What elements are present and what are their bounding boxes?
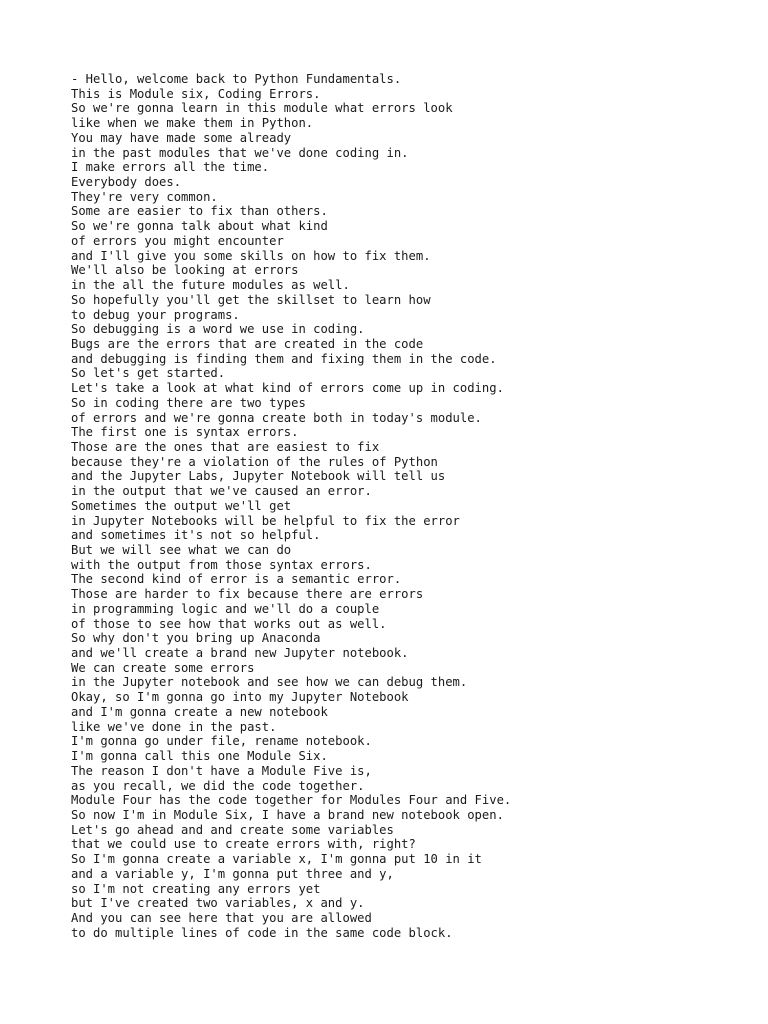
transcript-line: in the output that we've caused an error. [71, 484, 372, 499]
transcript-line: and I'll give you some skills on how to fix them. [71, 248, 431, 263]
transcript-line: Bugs are the errors that are created in the code [71, 336, 424, 351]
transcript-line: This is Module six, Coding Errors. [71, 86, 321, 101]
transcript-line: of errors you might encounter [71, 233, 284, 248]
transcript-line: They're very common. [71, 189, 218, 204]
transcript-line: So we're gonna learn in this module what errors look [71, 101, 453, 116]
transcript-text [71, 72, 751, 940]
transcript-line: and a variable y, I'm gonna put three and y, [71, 866, 394, 881]
transcript-line: Some are easier to fix than others. [71, 204, 328, 219]
transcript-line: - Hello, welcome back to Python Fundamentals. [71, 72, 402, 86]
transcript-line: and the Jupyter Labs, Jupyter Notebook will tell us [71, 469, 446, 484]
transcript-line: But we will see what we can do [71, 543, 292, 557]
transcript-line: to debug your programs. [71, 307, 240, 322]
transcript-line: like when we make them in Python. [71, 116, 314, 131]
transcript-line: We'll also be looking at errors [71, 263, 299, 278]
transcript-line: in the all the future modules as well. [71, 278, 350, 293]
transcript-line: I'm gonna call this one Module Six. [71, 749, 328, 764]
transcript-line: Let's take a look at what kind of errors come up in coding. [71, 381, 504, 396]
transcript-line: The reason I don't have a Module Five is, [71, 763, 372, 778]
transcript-line: And you can see here that you are allowed [71, 910, 372, 925]
transcript-line: in programming logic and we'll do a couple [71, 601, 380, 616]
transcript-line: and I'm gonna create a new notebook [71, 704, 328, 719]
transcript-line: like we've done in the past. [71, 719, 277, 734]
transcript-line: Everybody does. [71, 175, 182, 190]
transcript-line: of errors and we're gonna create both in today's module. [71, 410, 482, 425]
transcript-line: So now I'm in Module Six, I have a brand new notebook open. [71, 807, 504, 822]
transcript-line: and we'll create a brand new Jupyter notebook. [71, 646, 409, 661]
transcript-line: So why don't you bring up Anaconda [71, 631, 321, 646]
transcript-line: in the Jupyter notebook and see how we can debug them. [71, 675, 468, 690]
transcript-line: So we're gonna talk about what kind [71, 219, 328, 234]
transcript-line: to do multiple lines of code in the same code block. [71, 925, 453, 940]
transcript-line: The second kind of error is a semantic error. [71, 572, 402, 587]
transcript-line: so I'm not creating any errors yet [71, 881, 321, 896]
transcript-line: I make errors all the time. [71, 160, 270, 175]
transcript-line: We can create some errors [71, 660, 255, 675]
transcript-line: So I'm gonna create a variable x, I'm gonna put 10 in it [71, 852, 482, 867]
transcript-line: because they're a violation of the rules of Python [71, 454, 438, 469]
transcript-line: and debugging is finding them and fixing them in the code. [71, 351, 497, 366]
transcript-line: in the past modules that we've done coding in. [71, 145, 409, 160]
transcript-line: of those to see how that works out as well. [71, 616, 387, 631]
transcript-line: Sometimes the output we'll get [71, 498, 292, 513]
transcript-line: Okay, so I'm gonna go into my Jupyter Notebook [71, 690, 409, 705]
transcript-line: Let's go ahead and and create some variables [71, 822, 394, 837]
transcript-line: that we could use to create errors with, right? [71, 837, 416, 852]
transcript-line: I'm gonna go under file, rename notebook. [71, 734, 372, 749]
transcript-line: and sometimes it's not so helpful. [71, 528, 321, 543]
transcript-line: Module Four has the code together for Modules Four and Five. [71, 793, 512, 808]
transcript-line: but I've created two variables, x and y. [71, 896, 365, 911]
transcript-line: Those are harder to fix because there are errors [71, 587, 424, 602]
transcript-line: So debugging is a word we use in coding. [71, 322, 365, 337]
transcript-line: You may have made some already [71, 130, 292, 145]
transcript-line: as you recall, we did the code together. [71, 778, 365, 793]
transcript-line: So hopefully you'll get the skillset to learn how [71, 292, 431, 307]
transcript-line: in Jupyter Notebooks will be helpful to fix the error [71, 513, 460, 528]
transcript-line: So in coding there are two types [71, 395, 306, 410]
transcript-line: with the output from those syntax errors. [71, 557, 372, 572]
transcript-line: Those are the ones that are easiest to fix [71, 439, 380, 454]
transcript-line: So let's get started. [71, 366, 226, 381]
transcript-line: The first one is syntax errors. [71, 425, 299, 440]
